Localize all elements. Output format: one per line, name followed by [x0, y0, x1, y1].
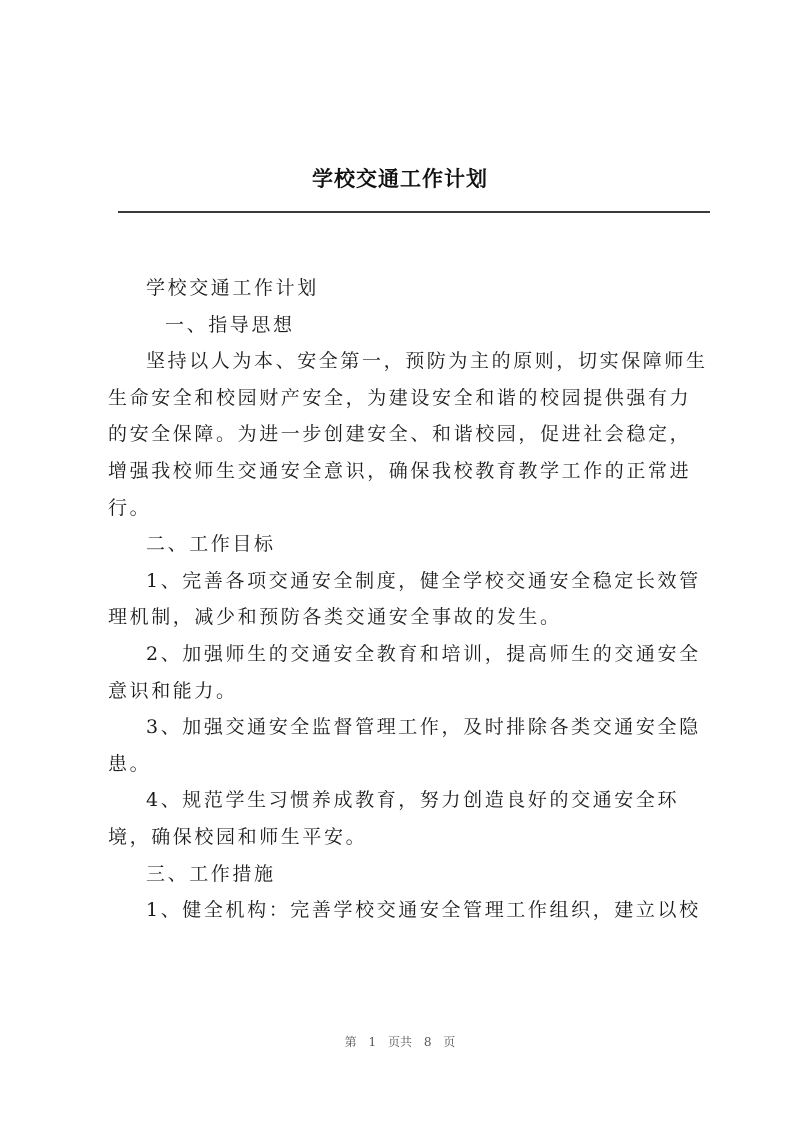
footer-page-number: 1	[368, 1035, 377, 1049]
paragraph: 1、健全机构：完善学校交通安全管理工作组织，建立以校	[146, 899, 701, 922]
page-footer	[0, 1033, 800, 1050]
paragraph: 2、加强师生的交通安全教育和培训，提高师生的交通安全意识和能力。	[108, 642, 701, 702]
title-divider	[118, 211, 710, 213]
paragraph: 3、加强交通安全监督管理工作，及时排除各类交通安全隐患。	[108, 716, 701, 775]
footer-suffix: 页	[443, 1035, 456, 1049]
document-body	[108, 270, 712, 929]
footer-middle: 页共	[387, 1035, 412, 1049]
paragraph: 1、完善各项交通安全制度，健全学校交通安全稳定长效管理机制，减少和预防各类交通安全事故的发生。	[108, 569, 701, 629]
footer-page-total: 8	[423, 1035, 432, 1049]
section-heading-3: 三、工作措施	[146, 862, 276, 885]
paragraph: 坚持以人为本、安全第一，预防为主的原则，切实保障师生生命安全和校园财产安全，为建设安全和谐的校园提供强有力的安全保障。为进一步创建安全、和谐校园，促进社会稳定，增强我校师生交通安全意识，确保我校教育教学工作的正常进行。	[108, 350, 708, 519]
section-heading-2: 二、工作目标	[146, 533, 276, 556]
paragraph: 4、规范学生习惯养成教育，努力创造良好的交通安全环境，确保校园和师生平安。	[108, 789, 680, 848]
section-heading-1: 一、指导思想	[165, 313, 295, 336]
footer-prefix: 第	[344, 1035, 357, 1049]
paragraph-heading: 学校交通工作计划	[146, 277, 319, 299]
document-title: 学校交通工作计划	[312, 166, 488, 191]
